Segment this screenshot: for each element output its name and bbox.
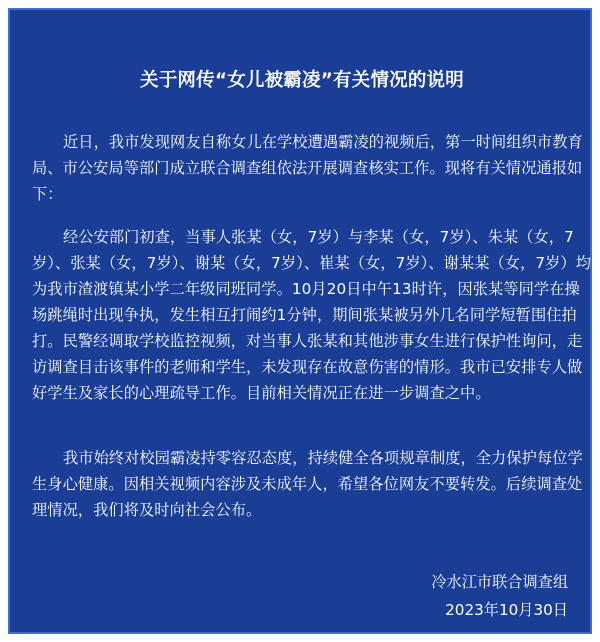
- signature-date: 2023年10月30日: [445, 601, 568, 619]
- notice-panel: [8, 8, 592, 634]
- paragraph-intro: 近日，我市发现网友自称女儿在学校遭遇霸凌的视频后，第一时间组织市教育局、市公安局等部门成立联合调查组依法开展调查核实工作。现将有关情况通报如下：: [32, 133, 583, 203]
- notice-title: 关于网传“女儿被霸凌”有关情况的说明: [140, 70, 464, 91]
- paragraph-statement: 我市始终对校园霸凌持零容忍态度，持续健全各项规章制度，全力保护每位学生身心健康。因相关视频内容涉及未成年人，希望各位网友不要转发。后续调查处理情况，我们将及时向社会公布。: [32, 449, 583, 519]
- signature-organization: 冷水江市联合调查组: [431, 573, 568, 591]
- paragraph-findings: 经公安部门初查，当事人张某（女，7岁）与李某（女，7岁）、朱某（女，7岁）、张某（女，7岁）、谢某（女，7岁）、崔某（女，7岁）、谢某某（女，7岁）均为我市渣渡镇某小学二年级同班同学。10月20日中午13时许，因张某等同学在操场跳绳时出现争执，发生相互打闹约1分钟，期间张某被另外几名同学短暂围住拍打。民警经调取学校监控视频，对当事人张某和其他涉事女生进行保护性询问，走访调查目击该事件的老师和学生，未发现存在故意伤害的情形。我市已安排专人做好学生及家长的心理疏导工作。目前相关情况正在进一步调查之中。: [32, 228, 592, 402]
